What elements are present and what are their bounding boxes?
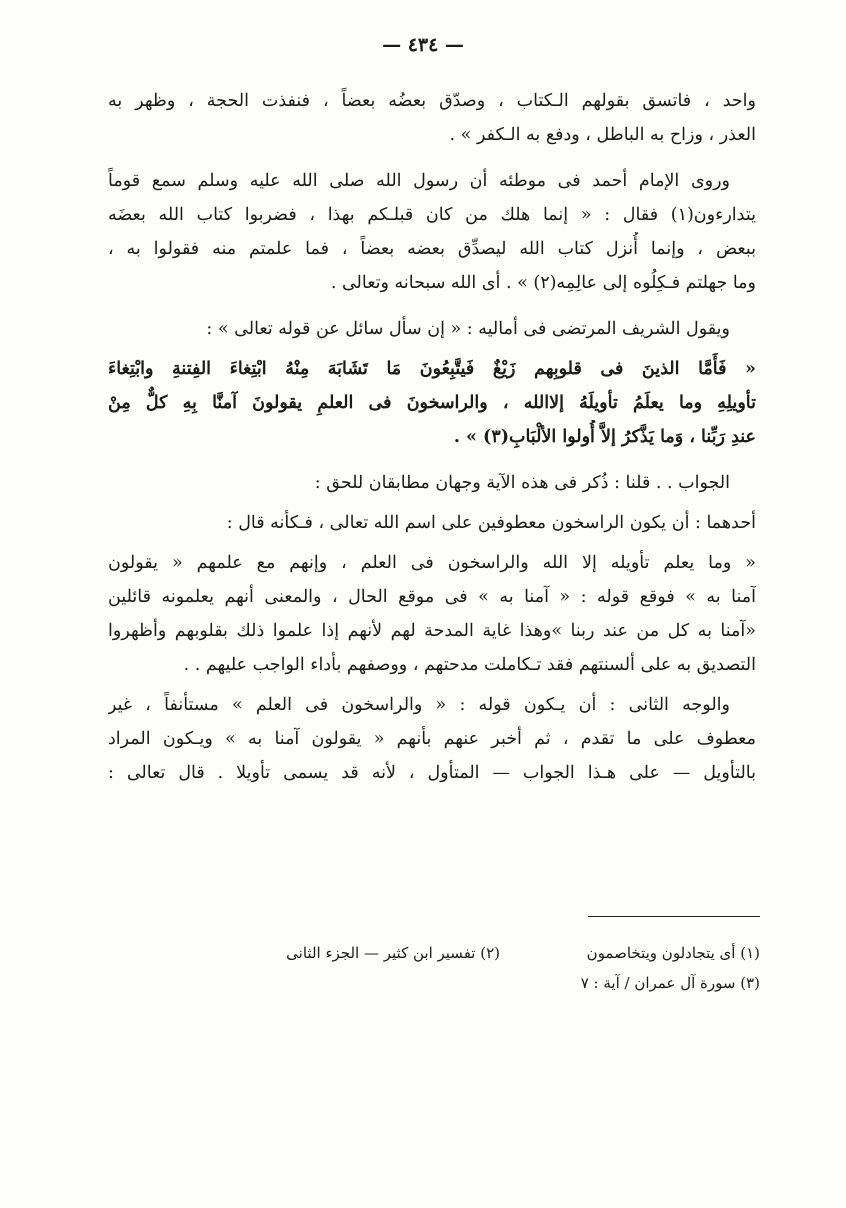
text-line: آمنا به » فوقع قوله : « آمنا به » فى موقع الحال ، والمعنى أنهم يعلمونه قائلين — [108, 587, 756, 607]
text-line: ويقول الشريف المرتضى فى أماليه : « إن سأل سائل عن قوله تعالى » : — [206, 319, 730, 339]
text-line: واحد ، فاتسق بقولهم الـكتاب ، وصدّق بعضُه بعضاً ، فنفذت الحجة ، وظهر به — [108, 91, 756, 111]
text-line: أحدهما : أن يكون الراسخون معطوفين على اسم الله تعالى ، فـكأنه قال : — [226, 513, 756, 533]
text-line: يتدارءون(١) فقال : « إنما هلك من كان قبلـكم بهذا ، فضربوا كتاب الله بعضَه — [108, 205, 756, 225]
text-line: التصديق به على ألسنتهم فقد تـكاملت مدحتهم ، ووصفهم بأداء الواجب عليهم . . — [183, 655, 756, 675]
footnote-row — [108, 968, 760, 998]
text-line: العذر ، وزاح به الباطل ، ودفع به الـكفر » . — [449, 125, 756, 145]
text-line: وروى الإمام أحمد فى موطئه أن رسول الله صلى الله عليه وسلم سمع قوماً — [108, 171, 730, 191]
footnote-2: (٢) تفسير ابن كثير — الجزء الثانى — [286, 944, 500, 962]
footnote-1: (١) أى يتجادلون ويتخاصمون — [586, 944, 760, 962]
text-line: « وما يعلم تأويله إلا الله والراسخون فى العلم ، وإنهم مع علمهم « يقولون — [108, 553, 756, 573]
quran-verse-line: « فَأَمَّا الذينَ فى قلوبِهم زَيْغٌ فَيتَّبِعُونَ مَا تَشَابَهَ مِنْهُ ابْتِغاءَ الفِتنةِ وابْتِغاءَ — [108, 359, 756, 379]
text-line: «آمنا به كل من عند ربنا »وهذا غاية المدحة لهم لأنهم إذا علموا ذلك بقلوبهم وأظهروا — [108, 621, 756, 641]
text-line: بالتأويل — على هـذا الجواب — المتأول ، لأنه قد يسمى تأويلا . قال تعالى : — [108, 763, 756, 783]
footnotes — [108, 938, 760, 998]
footnote-row — [108, 938, 760, 968]
text-line: والوجه الثانى : أن يـكون قوله : « والراسخون فى العلم » مستأنفاً ، غير — [108, 695, 730, 715]
footnote-3: (٣) سورة آل عمران / آية : ٧ — [580, 974, 760, 992]
text-line: معطوف على ما تقدم ، ثم أخبر عنهم بأنهم « يقولون آمنا به » ويـكون المراد — [108, 729, 756, 749]
text-line: وما جهلتم فـكِلُوه إلى عالِمِه(٢) » . أى الله سبحانه وتعالى . — [330, 273, 756, 293]
quran-verse-line: تأويلِهِ وما يعلَمُ تأويلَهُ إلاالله ، والراسخونَ فى العلمِ يقولونَ آمنَّا بِهِ كلٌّ مِنْ — [108, 393, 756, 413]
text-line: الجواب . . قلنا : ذُكر فى هذه الآية وجهان مطابقان للحق : — [314, 473, 730, 493]
footnote-divider — [588, 916, 760, 917]
page-number: — ٤٣٤ — — [382, 34, 464, 56]
quran-verse-line: عندِ رَبِّنا ، وَما يَذَّكرُ إلاَّ أُولوا الألْبَابِ(٣) » . — [453, 427, 756, 447]
text-line: ببعض ، وإنما أُنزل كتاب الله ليصدِّق بعضه بعضاً ، فما علمتم منه فقولوا به ، — [108, 239, 756, 259]
body-text — [108, 84, 756, 790]
